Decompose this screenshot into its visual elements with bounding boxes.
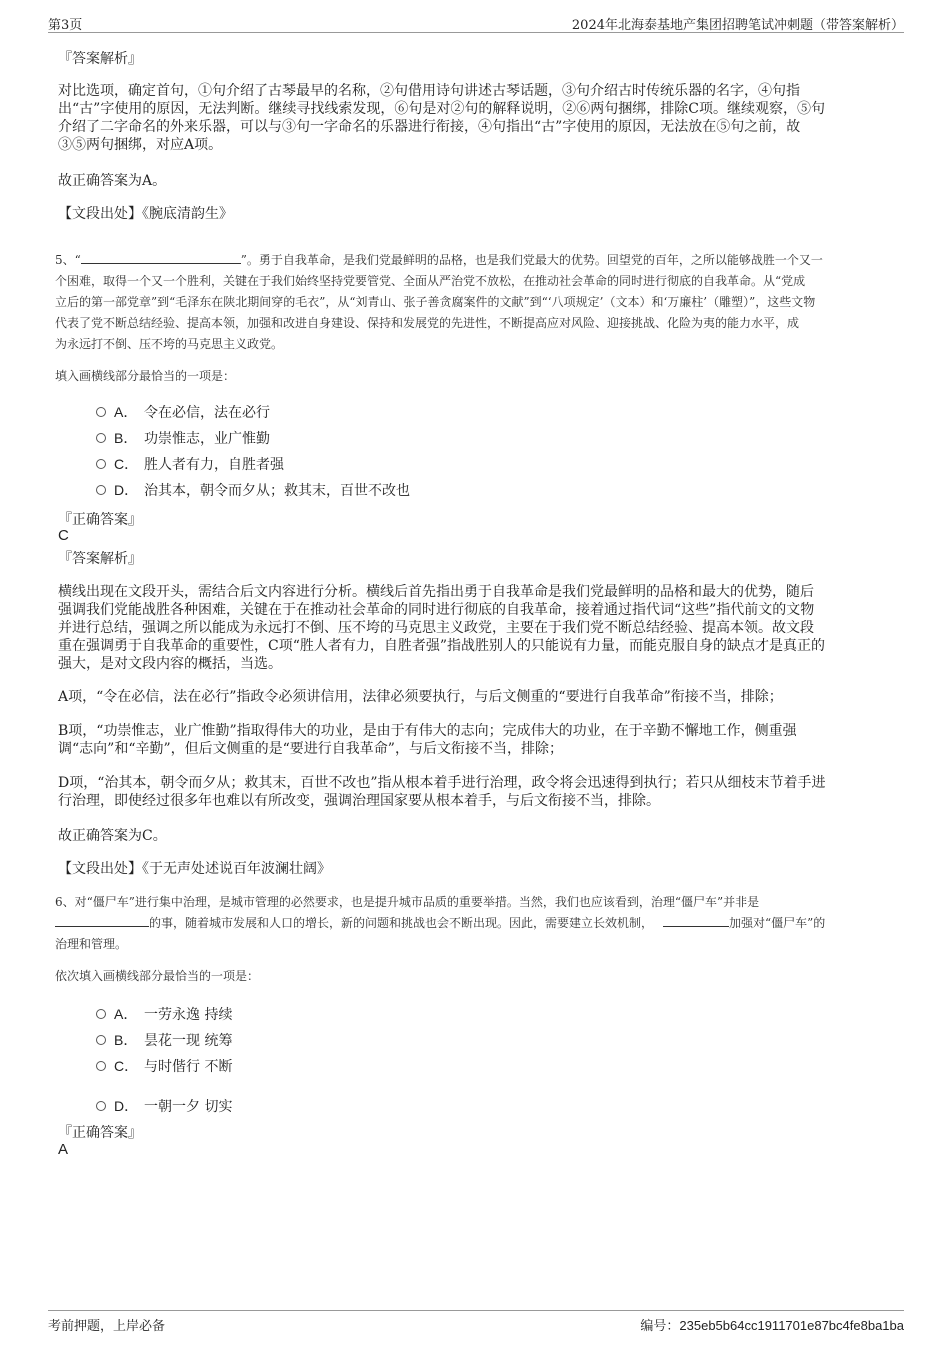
q4-analysis-line: 出“古”字使用的原因，无法判断。继续寻找线索发现，⑥句是对②句的解释说明，②⑥两句捆绑，排除C项。继续观察，⑤句 bbox=[58, 101, 826, 117]
q5-option-c[interactable]: C． 胜人者有力，自胜者强 bbox=[96, 454, 284, 474]
radio-icon[interactable] bbox=[96, 1035, 106, 1045]
q4-conclusion: 故正确答案为A。 bbox=[58, 173, 167, 189]
q6-correct-label: 『正确答案』 bbox=[58, 1125, 142, 1141]
q6-line: 治理和管理。 bbox=[55, 937, 128, 951]
radio-icon[interactable] bbox=[96, 459, 106, 469]
q6-blank-2 bbox=[663, 914, 729, 927]
q5-conclusion: 故正确答案为C。 bbox=[58, 828, 167, 844]
q6-correct-answer: A bbox=[58, 1141, 69, 1158]
q5-option-a[interactable]: A． 令在必信，法在必行 bbox=[96, 402, 270, 422]
q5-line: ”。勇于自我革命，是我们党最鲜明的品格，也是我们党最大的优势。回望党的百年，之所以能够战胜一个又一 bbox=[240, 253, 823, 267]
q5-analysis-label: 『答案解析』 bbox=[58, 551, 142, 567]
radio-icon[interactable] bbox=[96, 1061, 106, 1071]
q5-source: 【文段出处】《于无声处述说百年波澜壮阔》 bbox=[58, 861, 331, 877]
q5-line: 个困难，取得一个又一个胜利，关键在于我们始终坚持党要管党、全面从严治党不放松，在推动社会革命的同时进行彻底的自我革命。从“党成 bbox=[55, 274, 806, 288]
q6-line: 加强对“僵尸车”的 bbox=[729, 916, 826, 930]
footer-code: 编号：235eb5b64cc1911701e87bc4fe8ba1ba bbox=[640, 1318, 904, 1334]
q4-source: 【文段出处】《腕底清韵生》 bbox=[58, 206, 233, 222]
q5-prompt: 填入画横线部分最恰当的一项是： bbox=[55, 369, 236, 383]
q5-line: 立后的第一部党章”到“毛泽东在陕北期间穿的毛衣”，从“刘青山、张子善贪腐案件的文献”到“‘八项规定’（文本）和‘万廉柱’（雕塑）”，这些文物 bbox=[55, 295, 816, 309]
radio-icon[interactable] bbox=[96, 485, 106, 495]
q5-line: 为永远打不倒、压不垮的马克思主义政党。 bbox=[55, 337, 284, 351]
radio-icon[interactable] bbox=[96, 1009, 106, 1019]
page-header bbox=[48, 10, 904, 33]
radio-icon[interactable] bbox=[96, 1101, 106, 1111]
q5-correct-answer: C bbox=[58, 527, 69, 544]
q4-analysis-label: 『答案解析』 bbox=[58, 51, 142, 67]
q6-prompt: 依次填入画横线部分最恰当的一项是： bbox=[55, 969, 260, 983]
q5-analysis-d: D项，“治其本，朝令而夕从；救其末，百世不改也”指从根本着手进行治理，政令将会迅速得到执行；若只从细枝末节着手进 行治理，即使经过很多年也难以有所改变，强调治理国家要从根本着手，与后文衔接不当，排除。 bbox=[58, 775, 826, 809]
page-number: 第3页 bbox=[48, 18, 83, 33]
q5-option-b[interactable]: B． 功崇惟志，业广惟勤 bbox=[96, 428, 270, 448]
q6-option-c[interactable]: C． 与时偕行 不断 bbox=[96, 1056, 232, 1076]
q6-blank-1 bbox=[55, 914, 149, 927]
q6-stem bbox=[55, 892, 895, 955]
radio-icon[interactable] bbox=[96, 407, 106, 417]
q5-blank bbox=[81, 251, 241, 264]
footer-slogan: 考前押题，上岸必备 bbox=[48, 1319, 166, 1334]
document-title: 2024年北海泰基地产集团招聘笔试冲刺题（带答案解析） bbox=[571, 18, 904, 33]
q5-analysis-b: B项，“功崇惟志，业广惟勤”指取得伟大的功业，是由于有伟大的志向；完成伟大的功业，在于辛勤不懈地工作，侧重强 调“志向”和“辛勤”，但后文侧重的是“要进行自我革命”，与后文衔接不当，排除； bbox=[58, 723, 797, 757]
q6-option-a[interactable]: A． 一劳永逸 持续 bbox=[96, 1004, 232, 1024]
q6-option-b[interactable]: B． 昙花一现 统筹 bbox=[96, 1030, 232, 1050]
q5-option-d[interactable]: D． 治其本，朝令而夕从；救其末，百世不改也 bbox=[96, 480, 410, 500]
q5-stem bbox=[55, 250, 895, 355]
q5-analysis-a: A项，“令在必信，法在必行”指政令必须讲信用，法律必须要执行，与后文侧重的“要进行自我革命”衔接不当，排除； bbox=[58, 689, 783, 705]
q4-analysis-line: 对比选项，确定首句，①句介绍了古琴最早的名称，②句借用诗句讲述古琴话题，③句介绍古时传统乐器的名字，④句指 bbox=[58, 83, 800, 99]
q5-number: 5、“ bbox=[55, 253, 81, 267]
radio-icon[interactable] bbox=[96, 433, 106, 443]
q6-option-d[interactable]: D． 一朝一夕 切实 bbox=[96, 1096, 232, 1116]
q4-analysis bbox=[58, 82, 893, 154]
q5-analysis-main: 横线出现在文段开头，需结合后文内容进行分析。横线后首先指出勇于自我革命是我们党最鲜明的品格和最大的优势，随后 强调我们党能战胜各种困难，关键在于在推动社会革命的同时进行彻底的自我革命，接着通过指代词“这些”指代前文的文物 并进行总结，强调之所以能成为永远打不倒、压不垮的马克思主义政党，主要在于我们党不断总结经验、提高本领。故文段 重在强调勇于自我革命的重要性，C项“胜人者有力，自胜者强”指战胜别人的只能说有力量，而能克服自身的缺点才是真正的 强大，是对文段内容的概括，当选。 bbox=[58, 584, 826, 672]
q4-analysis-line: 介绍了二字命名的外来乐器，可以与③句一字命名的乐器进行衔接，④句指出“古”字使用的原因，无法放在⑤句之前，故 bbox=[58, 119, 801, 135]
page-footer bbox=[48, 1310, 904, 1335]
q5-correct-label: 『正确答案』 bbox=[58, 512, 142, 528]
q6-line: 6、对“僵尸车”进行集中治理，是城市管理的必然要求，也是提升城市品质的重要举措。当然，我们也应该看到，治理“僵尸车”并非是 bbox=[55, 895, 760, 909]
q4-analysis-line: ③⑤两句捆绑，对应A项。 bbox=[58, 137, 223, 153]
q6-line: 的事，随着城市发展和人口的增长，新的问题和挑战也会不断出现。因此，需要建立长效机制， bbox=[149, 916, 654, 930]
q5-line: 代表了党不断总结经验、提高本领，加强和改进自身建设、保持和发展党的先进性，不断提高应对风险、迎接挑战、化险为夷的能力水平，成 bbox=[55, 316, 800, 330]
